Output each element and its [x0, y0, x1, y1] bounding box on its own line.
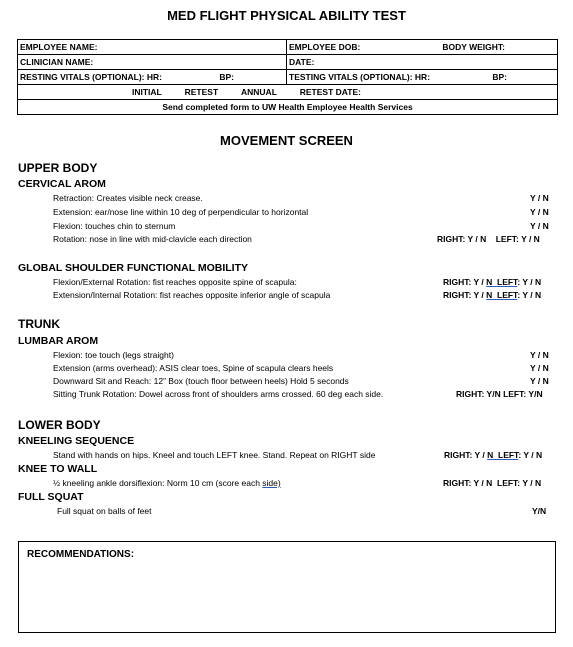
- test-type-row[interactable]: [18, 85, 558, 100]
- recommendations-box[interactable]: [18, 541, 556, 633]
- cervical-item-extension: Extension: ear/nose line within 10 deg of perpendicular to horizontal: [53, 207, 309, 217]
- lumbar-answer-sit-reach[interactable]: Y / N: [530, 376, 549, 386]
- lumbar-answer-extension[interactable]: Y / N: [530, 363, 549, 373]
- recommendations-label: RECOMMENDATIONS:: [27, 549, 135, 560]
- shoulder-answer-ext-int-rotation[interactable]: [443, 290, 541, 300]
- initial-option[interactable]: INITIAL: [132, 87, 162, 97]
- clinician-name-label: CLINICIAN NAME:: [20, 57, 94, 67]
- send-note: Send completed form to UW Health Employee Health Services: [18, 100, 558, 115]
- kneeling-sequence-heading: KNEELING SEQUENCE: [18, 435, 135, 447]
- answer-part: RIGHT: Y /: [443, 277, 487, 287]
- cervical-answer-extension[interactable]: Y / N: [530, 207, 549, 217]
- answer-part-underlined: N LEFT: [487, 450, 519, 460]
- lumbar-answer-trunk-rotation[interactable]: RIGHT: Y/N LEFT: Y/N: [456, 389, 543, 399]
- resting-vitals-label: RESTING VITALS (OPTIONAL): HR:: [20, 72, 162, 82]
- annual-option[interactable]: ANNUAL: [241, 87, 277, 97]
- answer-part-underlined: N LEFT: [486, 277, 518, 287]
- knee-to-wall-answer[interactable]: RIGHT: Y / N LEFT: Y / N: [443, 478, 542, 488]
- answer-part: : Y / N: [518, 450, 543, 460]
- employee-dob-label: EMPLOYEE DOB:: [289, 42, 361, 52]
- resting-bp-label: BP:: [219, 72, 234, 82]
- testing-vitals-field[interactable]: [287, 70, 558, 85]
- body-weight-label: BODY WEIGHT:: [442, 42, 505, 52]
- employee-dob-field[interactable]: [287, 40, 558, 55]
- movement-screen-title: MOVEMENT SCREEN: [220, 133, 353, 148]
- answer-part-underlined: N LEFT: [486, 290, 518, 300]
- upper-body-heading: UPPER BODY: [18, 161, 98, 175]
- clinician-name-field[interactable]: [18, 55, 287, 70]
- employee-info-table: [17, 39, 558, 115]
- kneeling-item: Stand with hands on hips. Kneel and touch LEFT knee. Stand. Repeat on RIGHT side: [53, 450, 376, 460]
- shoulder-item-ext-int-rotation: Extension/Internal Rotation: fist reaches opposite inferior angle of scapula: [53, 290, 331, 300]
- answer-part: : Y / N: [517, 277, 542, 287]
- full-squat-answer[interactable]: Y/N: [532, 506, 547, 516]
- lumbar-item-sit-reach: Downward Sit and Reach: 12” Box (touch floor between heels) Hold 5 seconds: [53, 376, 349, 386]
- answer-part: : Y / N: [517, 290, 542, 300]
- cervical-answer-retraction[interactable]: Y / N: [530, 193, 549, 203]
- item-text: ½ kneeling ankle dorsiflexion: Norm 10 cm (score each: [53, 478, 263, 488]
- knee-to-wall-item: [53, 478, 281, 488]
- kneeling-answer[interactable]: [444, 450, 542, 460]
- resting-vitals-field[interactable]: [18, 70, 287, 85]
- employee-name-label: EMPLOYEE NAME:: [20, 42, 98, 52]
- full-squat-heading: FULL SQUAT: [18, 491, 84, 503]
- employee-name-field[interactable]: [18, 40, 287, 55]
- form-title: MED FLIGHT PHYSICAL ABILITY TEST: [167, 8, 406, 23]
- date-field[interactable]: [287, 55, 558, 70]
- lumbar-item-trunk-rotation: Sitting Trunk Rotation: Dowel across front of shoulders arms crossed. 60 deg each side.: [53, 389, 384, 399]
- testing-vitals-label: TESTING VITALS (OPTIONAL): HR:: [289, 72, 431, 82]
- answer-part: RIGHT: Y /: [444, 450, 488, 460]
- full-squat-item: Full squat on balls of feet: [57, 506, 152, 516]
- shoulder-answer-flex-ext-rotation[interactable]: [443, 277, 541, 287]
- lumbar-item-flexion: Flexion: toe touch (legs straight): [53, 350, 174, 360]
- retest-date-label: RETEST DATE:: [299, 87, 361, 97]
- cervical-item-rotation: Rotation: nose in line with mid-clavicle each direction: [53, 234, 252, 244]
- item-text-underlined: side): [262, 478, 281, 488]
- cervical-item-flexion: Flexion: touches chin to sternum: [53, 221, 176, 231]
- answer-part: RIGHT: Y /: [443, 290, 487, 300]
- retest-option[interactable]: RETEST: [184, 87, 219, 97]
- trunk-heading: TRUNK: [18, 317, 60, 331]
- knee-to-wall-heading: KNEE TO WALL: [18, 463, 98, 475]
- lower-body-heading: LOWER BODY: [18, 418, 101, 432]
- cervical-arom-heading: CERVICAL AROM: [18, 178, 106, 190]
- shoulder-item-flex-ext-rotation: Flexion/External Rotation: fist reaches opposite spine of scapula:: [53, 277, 297, 287]
- date-label: DATE:: [289, 57, 315, 67]
- testing-bp-label: BP:: [492, 72, 507, 82]
- cervical-item-retraction: Retraction: Creates visible neck crease.: [53, 193, 203, 203]
- shoulder-mobility-heading: GLOBAL SHOULDER FUNCTIONAL MOBILITY: [18, 262, 249, 274]
- cervical-answer-flexion[interactable]: Y / N: [530, 221, 549, 231]
- lumbar-answer-flexion[interactable]: Y / N: [530, 350, 549, 360]
- cervical-answer-rotation[interactable]: RIGHT: Y / N LEFT: Y / N: [437, 234, 540, 244]
- lumbar-item-extension: Extension (arms overhead): ASIS clear toes, Spine of scapula clears heels: [53, 363, 334, 373]
- lumbar-arom-heading: LUMBAR AROM: [18, 335, 99, 347]
